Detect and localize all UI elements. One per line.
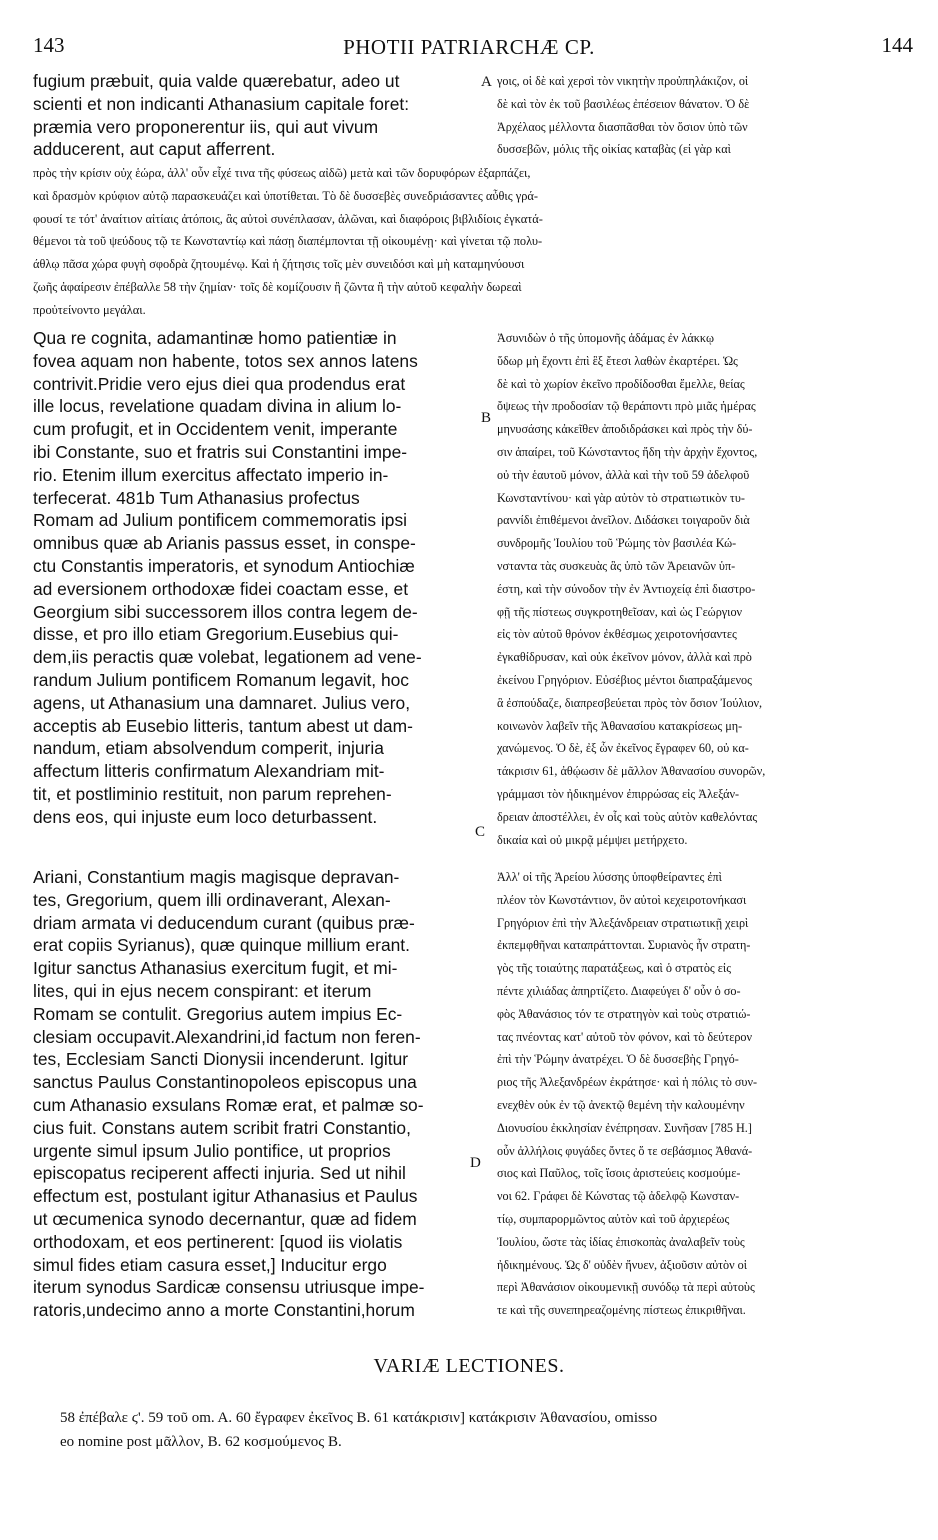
greek-column-block-2 — [497, 327, 927, 851]
text-line: δρειαν ἀποστέλλει, ἐν οἷς καὶ τοὺς αὐτὸν καθελόντας — [497, 809, 758, 824]
text-line: τε καὶ τῆς συνεπηρεαζομένης πίστεως ἐπικριθῆναι. — [497, 1303, 746, 1318]
text-line: Romam ad Julium pontificem commemoratis ipsi — [33, 510, 408, 531]
text-line: εἰς τὸν αὐτοῦ θρόνον ἐκθέσμως χειροτονήσαντες — [497, 627, 737, 642]
text-line: ὕδωρ μὴ ἔχοντι ἐπὶ ἓξ ἔτεσι λαθὼν ἐκαρτέρει. Ὡς — [497, 353, 738, 368]
text-line: erat copiis Syrianus), quæ quinque millium erant. — [33, 935, 410, 956]
text-line: τάκρισιν 61, ἀθῴωσιν δὲ μᾶλλον Ἀθανασίου συνορῶν, — [497, 764, 766, 779]
text-line: τίῳ, συμπαρορμῶντος αὐτὸν καὶ τοῦ ἀρχιερέως — [497, 1211, 730, 1226]
text-line: omnibus quæ ab Arianis passus esset, in conspe- — [33, 533, 416, 554]
text-line: adducerent, aut caput afferrent. — [33, 139, 276, 160]
text-line: Ariani, Constantium magis magisque depravan- — [33, 867, 400, 887]
text-line: ριος τῆς Ἀλεξανδρέων ἐκράτησε· καὶ ἡ πόλις τὸ συν- — [497, 1075, 758, 1090]
text-line: Ἀσυνιδὼν ὁ τῆς ὑπομονῆς ἀδάμας ἐν λάκκῳ — [497, 331, 715, 345]
text-line: nandum, etiam absolvendum comperit, injuria — [33, 738, 384, 759]
text-line: Γρηγόριον ἐπὶ τὴν Ἀλεξάνδρειαν στρατιωτικῇ χειρὶ — [497, 915, 749, 930]
text-line: episcopatus reciperent affecti injuria. Sed ut nihil — [33, 1163, 406, 1184]
text-line: κοινωνὸν λαβεῖν τῆς Ἀθανασίου κατακρίσεως μη- — [497, 718, 743, 733]
text-line: καὶ δρασμὸν κρύφιον αὐτῷ παρασκευάζει καὶ ὑποτίθεται. Τὸ δὲ δυσσεβὲς συνεδριάσαντες αὖθις γρά- — [33, 188, 539, 203]
text-line: Ἀλλ' οἱ τῆς Ἀρείου λύσσης ὑποφθείραντες ἐπὶ — [497, 870, 722, 884]
text-line: iterum synodus Sardicæ consensu utriusque impe- — [33, 1277, 425, 1298]
text-line: lites, qui in ejus necem conspirant: et iterum — [33, 980, 372, 1001]
text-line: σιος καὶ Παῦλος, τοῖς ἴσοις ἀριστεύεις κοσμούμε- — [497, 1166, 741, 1181]
text-line: ενεχθὲν οὐκ ἐν τῷ ἀνεκτῷ θεμένη τὴν καλουμένην — [497, 1097, 745, 1112]
text-line: γοις, οἱ δὲ καὶ χερσὶ τὸν νικητὴν προὐπηλάκιζον, οἱ — [497, 74, 749, 88]
text-line: ὄψεως τὴν προδοσίαν τῷ θεράποντι πρὸ μιᾶς ἡμέρας — [497, 399, 756, 414]
text-line: fovea aquam non habente, totos sex annos latens — [33, 350, 418, 371]
text-line: ἐπὶ τὴν Ῥώμην ἀνατρέχει. Ὁ δὲ δυσσεβὴς Γρηγό- — [497, 1052, 739, 1067]
text-line: orthodoxam, et eos pertinerent: [quod iis violatis — [33, 1231, 403, 1252]
text-line: acceptis ab Eusebio litteris, tantum abest ut dam- — [33, 715, 413, 736]
text-line: φῇ τῆς πίστεως συγκροτηθεῖσαν, καὶ ὡς Γεώργιον — [497, 604, 743, 619]
text-line: ratoris,undecimo anno a morte Constantini,horum — [33, 1300, 415, 1321]
text-line: ad eversionem orthodoxæ fidei coactam esse, et — [33, 578, 409, 599]
text-line: tit, et postliminio restituit, non parum reprehen- — [33, 783, 392, 804]
text-line: ἐγκαθίδρυσαν, καὶ οὐκ ἐκεῖνον μόνον, ἀλλὰ καὶ πρὸ — [497, 650, 752, 665]
text-line: eo nomine post μᾶλλον, B. 62 κοσμούμενος B. — [60, 1434, 342, 1450]
text-line: randum Julium pontificem Romanum legavit, hoc — [33, 669, 409, 690]
text-line: τας πνέοντας κατ' αὐτοῦ τὸν φόνον, καὶ τὸ δεύτερον — [497, 1029, 753, 1044]
margin-letter-d: D — [470, 1155, 481, 1171]
text-line: δυσσεβῶν, μόλις τῆς οἰκίας καταβὰς (εἰ γὰρ καὶ — [497, 142, 731, 157]
margin-letter-a: A — [481, 74, 492, 90]
text-line: Ἀρχέλαος μέλλοντα διασπᾶσθαι τὸν ὅσιον ὑπὸ τῶν — [497, 119, 748, 134]
text-line: agens, ut Athanasium una damnaret. Julius vero, — [33, 692, 411, 713]
text-line: δὲ καὶ τὸ χωρίον ἐκεῖνο προδίδοσθαι ἔμελλε, θείας — [497, 376, 745, 391]
text-line: ille locus, revelatione quadam divina in alium lo- — [33, 396, 402, 417]
text-line: tes, Ecclesiam Sancti Dionysii incenderunt. Igitur — [33, 1049, 409, 1070]
margin-letter-b: B — [481, 410, 492, 426]
text-line: δικαία καὶ οὐ μικρᾷ μέμψει μετήρχετο. — [497, 832, 688, 847]
margin-letter-c: C — [475, 824, 486, 840]
text-line: νσταντα τὰς συσκευὰς ἃς ὑπὸ τῶν Ἀρειανῶν ὑπ- — [497, 558, 736, 573]
latin-column-block-2 — [33, 327, 478, 829]
text-line: φουσί τε τότ' ἀναίτιον αἰτίαις ἀτόποις, ἃς αὐτοὶ συνέπλασαν, ἁλῶναι, καὶ διαφόροις βιβλιδίοις ἐγκατά- — [33, 211, 543, 226]
text-line: δὲ καὶ τὸν ἐκ τοῦ βασιλέως ἐπέσειον θάνατον. Ὁ δὲ — [497, 96, 750, 111]
text-line: rio. Etenim illum exercitus affectato imperio in- — [33, 464, 389, 485]
page-number-right: 144 — [881, 33, 913, 57]
text-line: σιν ἀπαίρει, τοῦ Κώνσταντος ἤδη τὴν ἀρχὴν ἔχοντος, — [497, 444, 758, 459]
text-line: affectum litteris confirmatum Alexandriam mit- — [33, 761, 385, 782]
text-line: πρὸς τὴν κρίσιν οὐχ ἑώρα, ἀλλ' οὖν εἶχέ τινα τῆς φύσεως αἰδῶ) μετὰ καὶ τῶν δορυφόρων ἐξαρπάζει, — [33, 166, 531, 180]
text-line: dem,iis peractis quæ volebat, legationem ad vene- — [33, 647, 422, 668]
text-line: ut œcumenica synodo decernantur, quæ ad fidem — [33, 1208, 417, 1229]
text-line: φὸς Ἀθανάσιος τόν τε στρατηγὸν καὶ τοὺς στρατιώ- — [497, 1006, 751, 1021]
text-line: simul fides etiam casura esset,] Inducitur ergo — [33, 1254, 387, 1275]
text-line: ctu Constantis imperatoris, et synodum Antiochiæ — [33, 555, 415, 576]
text-line: έστη, καὶ τὴν σύνοδον τὴν ἐν Ἀντιοχείᾳ ἐπὶ διαστρο- — [497, 581, 756, 596]
text-line: οὐ τὴν ἑαυτοῦ μόνον, ἀλλὰ καὶ τὴν τοῦ 59 ἀδελφοῦ — [497, 467, 750, 482]
text-line: clesiam occupavit.Alexandrini,id factum non feren- — [33, 1026, 421, 1047]
text-line: πέντε χιλιάδας ἀπηρτίζετο. Διαφεύγει δ' οὖν ὁ σο- — [497, 983, 741, 998]
page-number-left: 143 — [33, 33, 65, 57]
greek-column-block-3 — [497, 866, 927, 1322]
text-line: μηνυσάσης κἀκεῖθεν ἀποδιδράσκει καὶ πρὸς τὴν δύ- — [497, 422, 753, 437]
greek-column-block-1 — [497, 70, 927, 161]
variae-lectiones-notes — [60, 1406, 930, 1454]
text-line: terfecerat. 481b Tum Athanasius profectus — [33, 487, 360, 508]
text-line: dens eos, qui injuste eum loco deturbassent. — [33, 806, 378, 827]
text-line: 58 ἐπέβαλε ϛ'. 59 τοῦ om. A. 60 ἔγραφεν ἐκεῖνος B. 61 κατάκρισιν] κατάκρισιν Ἀθανασίου, omisso — [60, 1410, 658, 1426]
latin-column-block-3 — [33, 866, 478, 1322]
text-line: οὖν ἀλλήλοις φυγάδες ὄντες ὅ τε σεβάσμιος Ἀθανά- — [497, 1143, 753, 1158]
text-line: ἐκπεμφθῆναι καταπράττονται. Συριανὸς ἦν στρατη- — [497, 938, 751, 953]
text-line: driam armata vi deducendum curant (quibus præ- — [33, 912, 415, 933]
running-header — [0, 33, 938, 61]
text-line: Ἰουλίου, ὥστε τὰς ἰδίας ἐπισκοπὰς ἀναλαβεῖν τοὺς — [497, 1234, 745, 1249]
text-line: νοι 62. Γράφει δὲ Κώνστας τῷ ἀδελφῷ Κωνσταν- — [497, 1189, 740, 1204]
text-line: effectum est, postulant igitur Athanasius et Paulus — [33, 1186, 418, 1207]
text-line: γὸς τῆς τοιαύτης παρατάξεως, καὶ ὁ στρατὸς εἰς — [497, 961, 732, 976]
text-line: Qua re cognita, adamantinæ homo patientiæ in — [33, 328, 397, 348]
latin-column-block-1 — [33, 70, 473, 161]
text-line: ραννίδι ἐπιθέμενοι ἀνεῖλον. Διδάσκει τοιγαροῦν διὰ — [497, 513, 750, 528]
variae-lectiones-heading: VARIÆ LECTIONES. — [373, 1355, 565, 1377]
running-head-title: PHOTII PATRIARCHÆ CP. — [343, 35, 595, 59]
text-line: tes, Gregorium, quem illi ordinaverant, Alexan- — [33, 889, 391, 910]
text-line: πλέον τὸν Κωνστάντιον, ὃν αὐτοὶ κεχειροτονήκασι — [497, 892, 747, 907]
text-line: Georgium sibi successorem illos contra legem de- — [33, 601, 418, 622]
text-line: συνδρομῆς Ἰουλίου τοῦ Ῥώμης τὸν βασιλέα Κώ- — [497, 536, 737, 551]
text-line: urgente simul ipsum Julio pontifice, ut proprios — [33, 1140, 391, 1161]
text-line: contrivit.Pridie vero ejus diei qua prodendus erat — [33, 373, 406, 394]
text-line: scienti et non indicanti Athanasium capitale foret: — [33, 93, 410, 114]
text-line: Igitur sanctus Athanasius exercitum fugit, et mi- — [33, 958, 398, 979]
text-line: ἐκείνου Γρηγόριον. Εὐσέβιος μέντοι διαπραξάμενος — [497, 672, 752, 687]
text-line: περὶ Ἀθανάσιον οἰκουμενικῇ συνόδῳ τὰ περὶ αὐτοὺς — [497, 1280, 755, 1295]
text-line: cum Athanasio exsulans Romæ erat, et palmæ so- — [33, 1094, 424, 1115]
text-line: fugium præbuit, quia valde quærebatur, adeo ut — [33, 71, 400, 91]
text-line: Διονυσίου ἐκκλησίαν ἐνέπρησαν. Συνῆσαν [785 H.] — [497, 1120, 752, 1135]
text-line: ἠδικημένους. Ὡς δ' οὐδὲν ἤνυεν, ἀξιοῦσιν αὐτὸν οἱ — [497, 1257, 748, 1272]
text-line: προὐτείνοντο μεγάλαι. — [33, 302, 146, 317]
text-line: γράμμασι τὸν ἠδικημένον ἐπιρρώσας εἰς Ἀλεξάν- — [497, 786, 740, 801]
text-line: ζωῆς ἀφαίρεσιν ἐπέβαλλε 58 τὴν ζημίαν· τοῖς δὲ κομίζουσιν ἢ ζῶντα ἢ τὴν αὐτοῦ κεφαλὴν δωρεαὶ — [33, 279, 522, 294]
greek-full-width-block — [33, 162, 928, 322]
text-line: cum profugit, et in Occidentem venit, imperante — [33, 419, 398, 440]
text-line: cius fuit. Constans autem scribit fratri Constantio, — [33, 1117, 411, 1138]
text-line: ἃ ἐσπούδαζε, διαπρεσβεύεται πρὸς τὸν ὅσιον Ἰούλιον, — [497, 695, 763, 710]
text-line: sanctus Paulus Constantinopoleos episcopus una — [33, 1072, 417, 1093]
text-line: disse, et pro illo etiam Gregorium.Eusebius qui- — [33, 624, 399, 645]
text-line: præmia vero proponerentur iis, qui aut vivum — [33, 116, 379, 137]
text-line: Romam se contulit. Gregorius autem impius Ec- — [33, 1003, 403, 1024]
text-line: χανώμενος. Ὁ δὲ, ἐξ ὧν ἐκεῖνος ἔγραφεν 60, οὐ κα- — [497, 741, 749, 756]
text-line: θέμενοι τὰ τοῦ ψεύδους τῷ τε Κωνσταντίῳ καὶ πάσῃ διαπέμπονται τῇ οἰκουμένῃ· καὶ γίνεται τῷ πολυ- — [33, 234, 543, 249]
text-line: ibi Constante, suo et fratris sui Constantini impe- — [33, 441, 408, 462]
text-line: άθλῳ πᾶσα χώρα φυγὴ σφοδρὰ ζητουμένῳ. Καὶ ἡ ζήτησις τοῖς μὲν συνειδόσι καὶ μὴ καταμηνύουσι — [33, 257, 525, 272]
text-line: Κωνσταντίνου· καὶ γὰρ αὐτὸν τὸ στρατιωτικὸν τυ- — [497, 490, 745, 505]
